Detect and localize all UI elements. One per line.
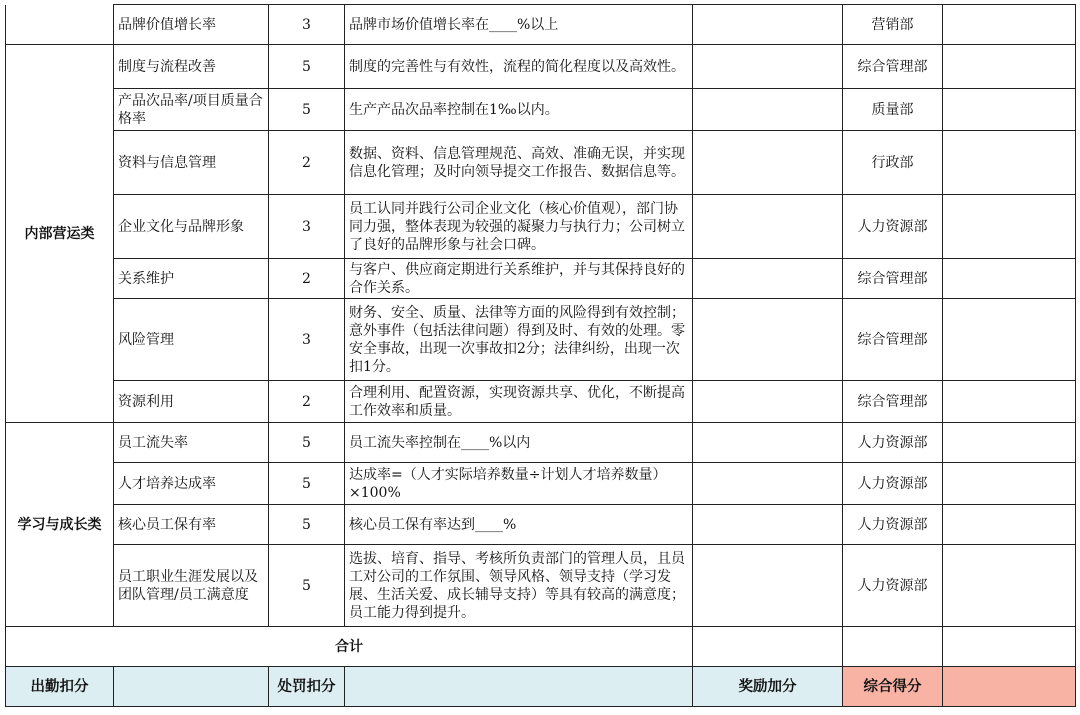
attendance-value[interactable] (114, 667, 269, 707)
total-note-cell[interactable] (943, 627, 1076, 667)
note-cell[interactable] (943, 423, 1076, 463)
standard-cell: 达成率=（人才实际培养数量÷计划人才培养数量）×100% (345, 463, 693, 505)
total-label: 合计 (6, 627, 693, 667)
score-cell[interactable] (693, 545, 843, 627)
score-cell[interactable] (693, 45, 843, 89)
overall-score-value[interactable] (943, 667, 1076, 707)
table-row (6, 259, 1076, 299)
table-row (6, 463, 1076, 505)
dept-cell: 质量部 (843, 89, 943, 131)
standard-cell: 选拔、培育、指导、考核所负责部门的管理人员，且员工对公司的工作氛围、领导风格、领导支持（学习发展、生活关爱、成长辅导支持）等具有较高的满意度；员工能力得到提升。 (345, 545, 693, 627)
note-cell[interactable] (943, 545, 1076, 627)
total-row (6, 627, 1076, 667)
dept-cell: 人力资源部 (843, 545, 943, 627)
note-cell[interactable] (943, 463, 1076, 505)
dept-cell: 人力资源部 (843, 505, 943, 545)
weight-cell: 5 (269, 45, 345, 89)
total-dept-cell (843, 627, 943, 667)
dept-cell: 人力资源部 (843, 463, 943, 505)
score-cell[interactable] (693, 505, 843, 545)
standard-cell: 数据、资料、信息管理规范、高效、准确无误，并实现信息化管理；及时向领导提交工作报告、数据信息等。 (345, 131, 693, 195)
bonus-label: 奖励加分 (693, 667, 843, 707)
table-row (6, 505, 1076, 545)
category-cell-empty (6, 5, 114, 45)
standard-cell: 核心员工保有率达到____% (345, 505, 693, 545)
attendance-label: 出勤扣分 (6, 667, 114, 707)
dept-cell: 综合管理部 (843, 299, 943, 381)
score-cell[interactable] (693, 89, 843, 131)
category-learning: 学习与成长类 (6, 423, 114, 627)
table-row (6, 5, 1076, 45)
kpi-table (5, 4, 1076, 707)
table-row (6, 89, 1076, 131)
note-cell[interactable] (943, 259, 1076, 299)
weight-cell: 5 (269, 505, 345, 545)
item-cell: 关系维护 (114, 259, 269, 299)
weight-cell: 3 (269, 299, 345, 381)
dept-cell: 综合管理部 (843, 259, 943, 299)
weight-cell: 3 (269, 5, 345, 45)
table-row (6, 45, 1076, 89)
weight-cell: 3 (269, 195, 345, 259)
total-score-cell[interactable] (693, 627, 843, 667)
item-cell: 风险管理 (114, 299, 269, 381)
item-cell: 资料与信息管理 (114, 131, 269, 195)
score-cell[interactable] (693, 259, 843, 299)
score-cell[interactable] (693, 131, 843, 195)
dept-cell: 综合管理部 (843, 381, 943, 423)
standard-cell: 员工流失率控制在____%以内 (345, 423, 693, 463)
weight-cell: 5 (269, 423, 345, 463)
score-cell[interactable] (693, 423, 843, 463)
category-internal: 内部营运类 (6, 45, 114, 423)
table-row (6, 545, 1076, 627)
weight-cell: 5 (269, 463, 345, 505)
standard-cell: 合理利用、配置资源，实现资源共享、优化，不断提高工作效率和质量。 (345, 381, 693, 423)
note-cell[interactable] (943, 195, 1076, 259)
standard-cell: 制度的完善性与有效性，流程的简化程度以及高效性。 (345, 45, 693, 89)
penalty-label: 处罚扣分 (269, 667, 345, 707)
note-cell[interactable] (943, 45, 1076, 89)
item-cell: 企业文化与品牌形象 (114, 195, 269, 259)
item-cell: 员工流失率 (114, 423, 269, 463)
dept-cell: 营销部 (843, 5, 943, 45)
standard-cell: 财务、安全、质量、法律等方面的风险得到有效控制；意外事件（包括法律问题）得到及时、有效的处理。零安全事故，出现一次事故扣2分；法律纠纷，出现一次扣1分。 (345, 299, 693, 381)
note-cell[interactable] (943, 381, 1076, 423)
standard-cell: 与客户、供应商定期进行关系维护，并与其保持良好的合作关系。 (345, 259, 693, 299)
item-cell: 资源利用 (114, 381, 269, 423)
score-cell[interactable] (693, 195, 843, 259)
table-row (6, 195, 1076, 259)
item-cell: 人才培养达成率 (114, 463, 269, 505)
table-row (6, 381, 1076, 423)
dept-cell: 人力资源部 (843, 195, 943, 259)
score-cell[interactable] (693, 5, 843, 45)
item-cell: 员工职业生涯发展以及团队管理/员工满意度 (114, 545, 269, 627)
dept-cell: 行政部 (843, 131, 943, 195)
item-cell: 制度与流程改善 (114, 45, 269, 89)
score-cell[interactable] (693, 463, 843, 505)
summary-row (6, 667, 1076, 707)
item-cell: 产品次品率/项目质量合格率 (114, 89, 269, 131)
note-cell[interactable] (943, 505, 1076, 545)
note-cell[interactable] (943, 299, 1076, 381)
dept-cell: 综合管理部 (843, 45, 943, 89)
penalty-value[interactable] (345, 667, 693, 707)
standard-cell: 生产产品次品率控制在1‰以内。 (345, 89, 693, 131)
item-cell: 核心员工保有率 (114, 505, 269, 545)
weight-cell: 5 (269, 545, 345, 627)
score-cell[interactable] (693, 381, 843, 423)
weight-cell: 5 (269, 89, 345, 131)
table-row (6, 423, 1076, 463)
note-cell[interactable] (943, 89, 1076, 131)
dept-cell: 人力资源部 (843, 423, 943, 463)
table-row (6, 131, 1076, 195)
note-cell[interactable] (943, 131, 1076, 195)
item-cell: 品牌价值增长率 (114, 5, 269, 45)
weight-cell: 2 (269, 259, 345, 299)
standard-cell: 品牌市场价值增长率在____%以上 (345, 5, 693, 45)
note-cell[interactable] (943, 5, 1076, 45)
overall-score-label: 综合得分 (843, 667, 943, 707)
table-row (6, 299, 1076, 381)
score-cell[interactable] (693, 299, 843, 381)
weight-cell: 2 (269, 131, 345, 195)
weight-cell: 2 (269, 381, 345, 423)
standard-cell: 员工认同并践行公司企业文化（核心价值观），部门协同力强，整体表现为较强的凝聚力与执行力；公司树立了良好的品牌形象与社会口碑。 (345, 195, 693, 259)
